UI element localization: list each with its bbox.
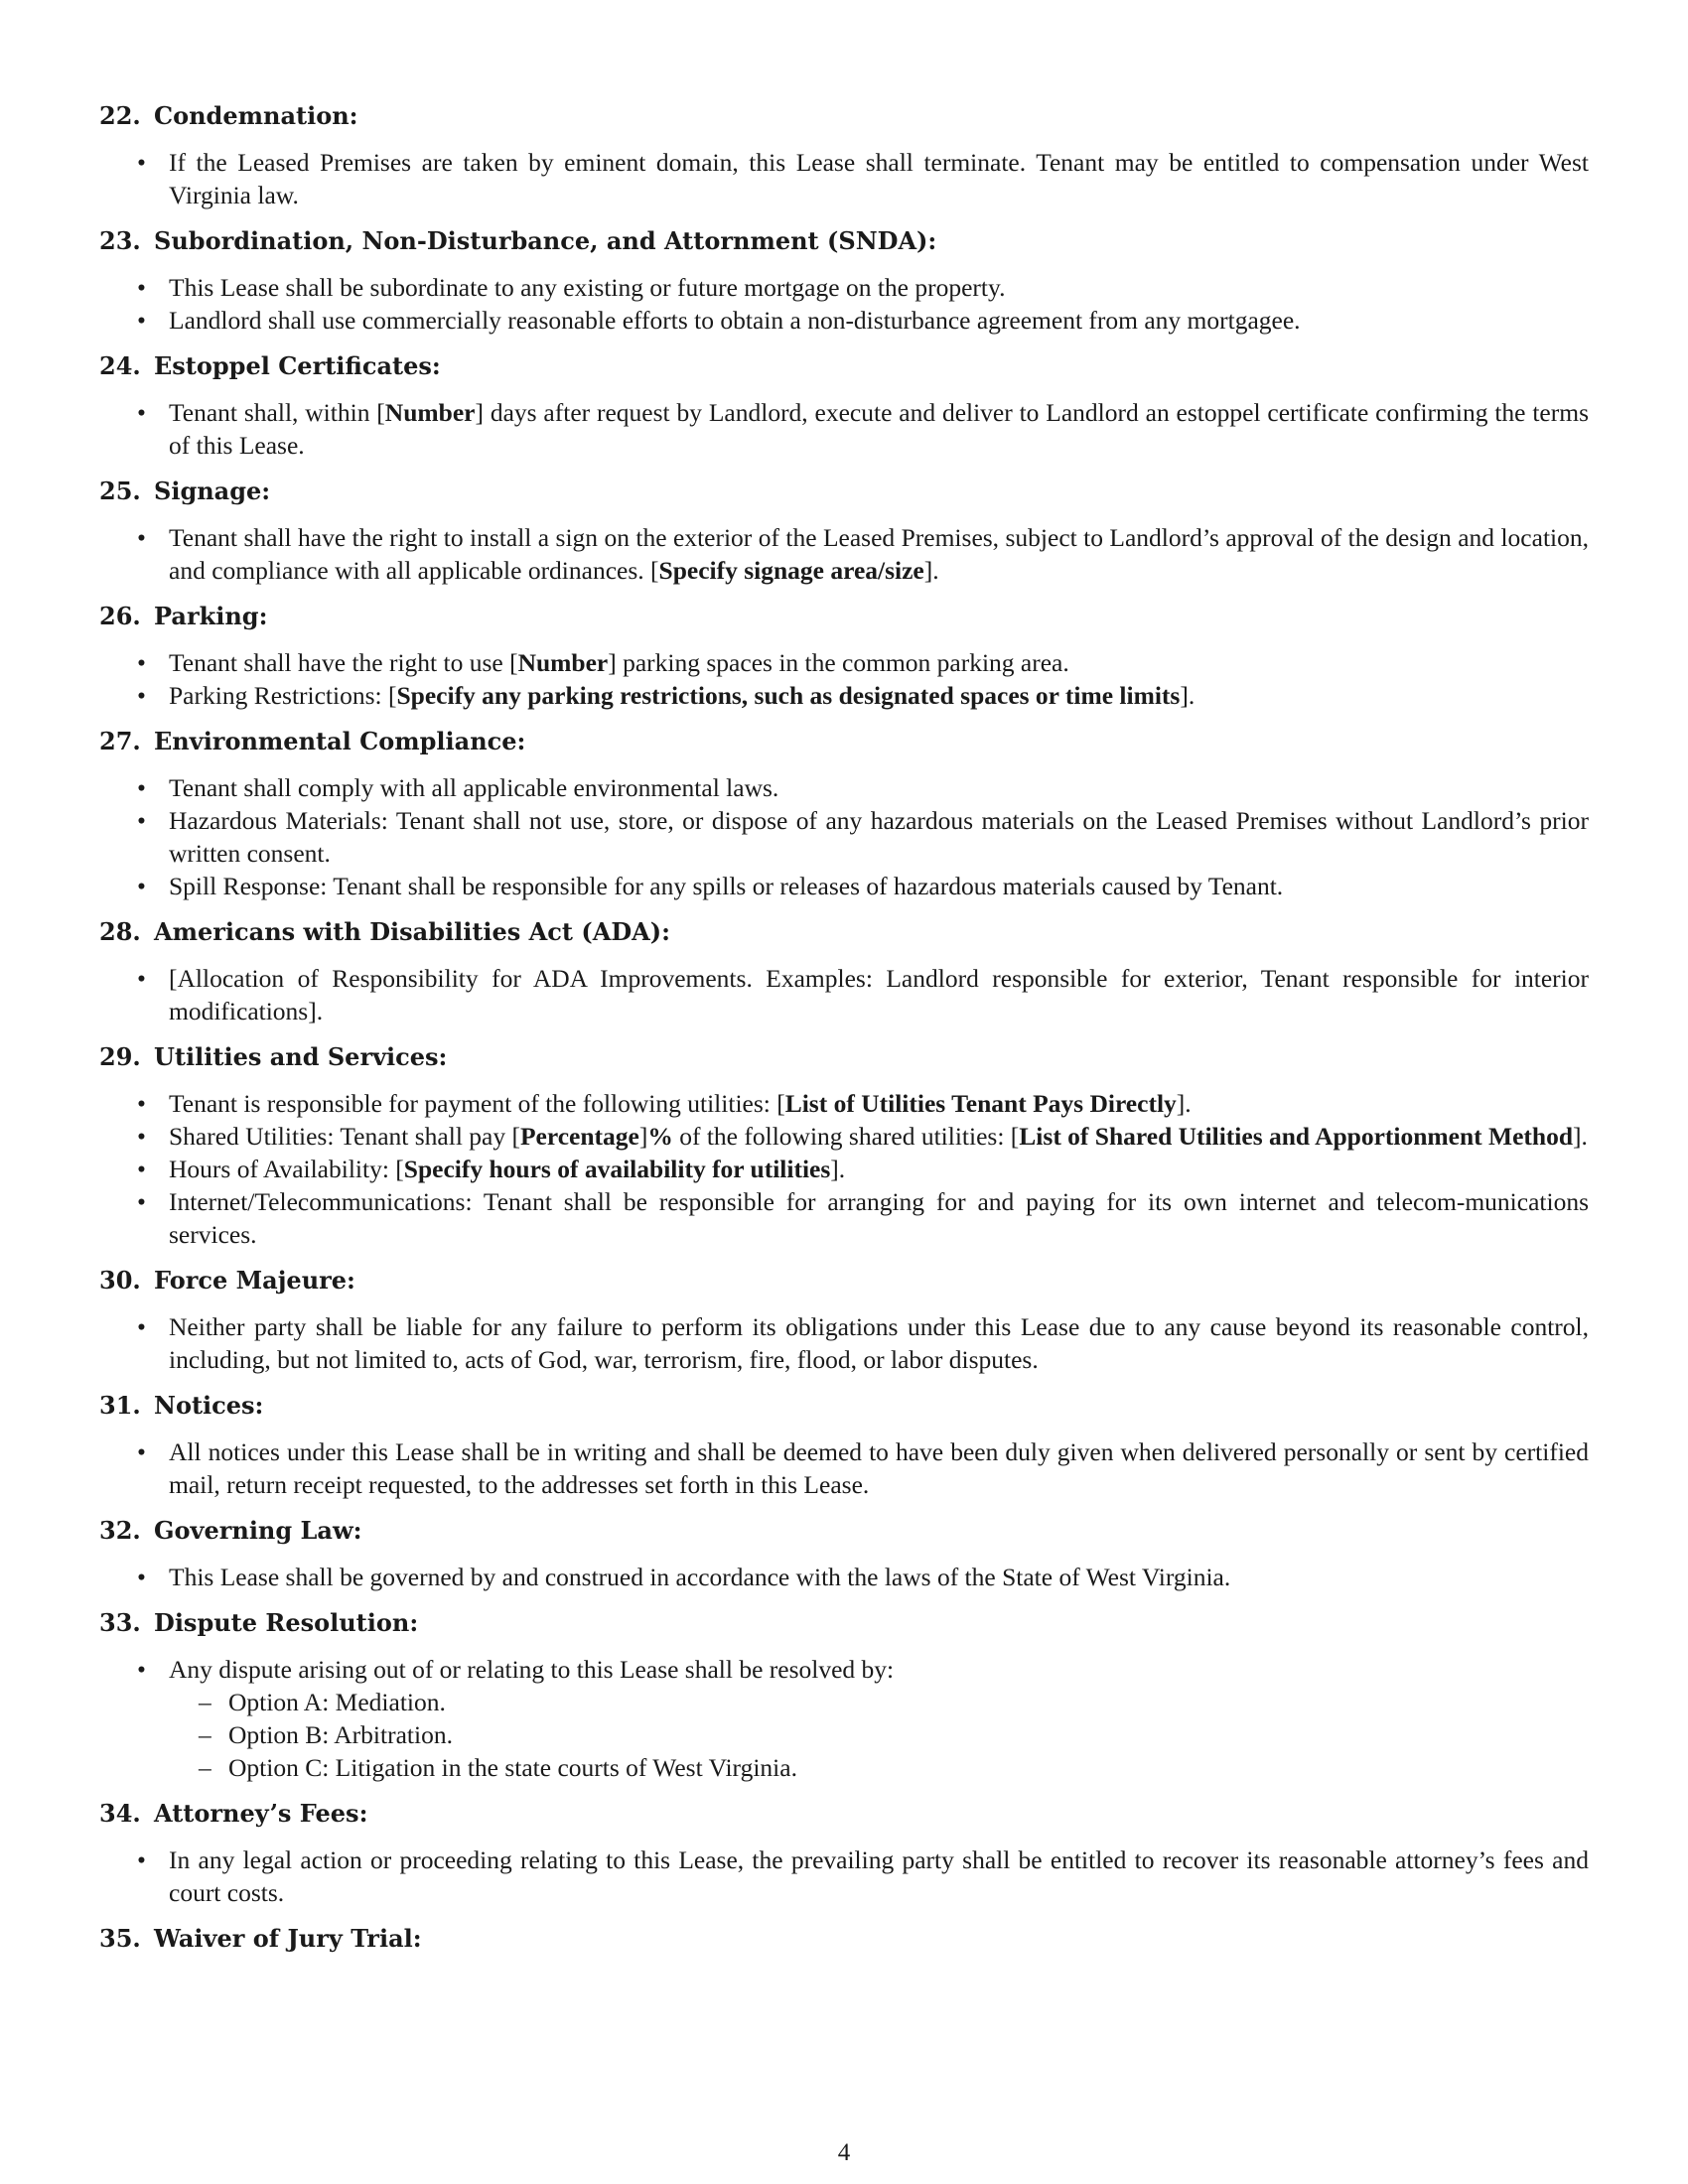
placeholder-text: Number [517, 648, 609, 677]
section-heading [99, 99, 1589, 132]
clause-text: Parking Restrictions: [ [169, 681, 397, 710]
list-item [99, 304, 1589, 337]
section-heading [99, 1514, 1589, 1547]
placeholder-text: Specify any parking restrictions, such as designated spaces or time limits [396, 681, 1181, 710]
clause-text: This Lease shall be subordinate to any existing or future mortgage on the property. [169, 273, 1006, 302]
list-item [99, 1087, 1589, 1120]
section-number: 27. [99, 727, 141, 755]
list-item [99, 771, 1589, 804]
section-number: 22. [99, 101, 141, 130]
section-title: Force Majeure: [154, 1266, 355, 1295]
section-number: 24. [99, 351, 141, 380]
placeholder-text: Number [384, 398, 476, 427]
section-number: 33. [99, 1608, 141, 1637]
clause-text: ]. [830, 1155, 846, 1183]
clause-text: of the following shared utilities: [ [672, 1122, 1020, 1151]
section-number: 29. [99, 1042, 141, 1071]
bullet-list [99, 521, 1589, 587]
section-number: 26. [99, 602, 141, 630]
section-28 [99, 915, 1589, 1027]
section-23 [99, 224, 1589, 337]
section-number: 30. [99, 1266, 141, 1295]
page-number: 4 [837, 2139, 851, 2166]
clause-text: In any legal action or proceeding relating to this Lease, the prevailing party shall be entitled to recover its reasonable attorney’s fees and court costs. [169, 1845, 1589, 1907]
clause-text: ]. [1176, 1089, 1192, 1118]
section-title: Waiver of Jury Trial: [154, 1924, 422, 1953]
list-item [99, 1561, 1589, 1593]
list-item [99, 1310, 1589, 1376]
list-item [99, 646, 1589, 679]
list-item [99, 1153, 1589, 1185]
section-22 [99, 99, 1589, 211]
section-number: 35. [99, 1924, 141, 1953]
clause-text: Hours of Availability: [ [169, 1155, 404, 1183]
section-33 [99, 1606, 1589, 1784]
sub-list-item: – Option A: Mediation. [169, 1686, 1589, 1718]
section-32 [99, 1514, 1589, 1593]
clause-text: If the Leased Premises are taken by eminent domain, this Lease shall terminate. Tenant may be entitled to compensation under West Virginia law. [169, 148, 1589, 209]
bullet-list [99, 646, 1589, 712]
bullet-list [99, 1435, 1589, 1501]
section-24 [99, 349, 1589, 462]
section-30 [99, 1264, 1589, 1376]
bullet-list [99, 271, 1589, 337]
clause-text: ]. [1180, 681, 1196, 710]
section-heading [99, 1389, 1589, 1422]
section-27 [99, 725, 1589, 902]
section-number: 23. [99, 226, 141, 255]
section-title: Notices: [154, 1391, 264, 1420]
section-heading [99, 475, 1589, 507]
section-26 [99, 600, 1589, 712]
document-body [99, 99, 1589, 1969]
section-heading [99, 1040, 1589, 1073]
list-item [99, 1843, 1589, 1909]
clause-text: Tenant shall have the right to use [ [169, 648, 518, 677]
clause-text: Tenant shall have the right to install a sign on the exterior of the Leased Premises, subject to Landlord’s approval of the design and location, and compliance with all applicable ordinances. [ [169, 523, 1589, 585]
section-number: 31. [99, 1391, 141, 1420]
list-item [99, 271, 1589, 304]
section-heading [99, 1264, 1589, 1297]
clause-text: Spill Response: Tenant shall be responsible for any spills or releases of hazardous materials caused by Tenant. [169, 872, 1284, 900]
placeholder-text: Specify hours of availability for utilities [403, 1155, 831, 1183]
sub-list-item: – Option C: Litigation in the state courts of West Virginia. [169, 1751, 1589, 1784]
list-item [99, 679, 1589, 712]
clause-text: Landlord shall use commercially reasonable efforts to obtain a non-disturbance agreement from any mortgagee. [169, 306, 1301, 335]
section-heading [99, 349, 1589, 382]
bullet-list [99, 1843, 1589, 1909]
section-34 [99, 1797, 1589, 1909]
section-heading [99, 224, 1589, 257]
clause-text: [Allocation of Responsibility for ADA Improvements. Examples: Landlord responsible for exterior, Tenant responsible for interior modifications]. [169, 964, 1589, 1025]
placeholder-text: Specify signage area/size [658, 556, 924, 585]
section-title: Signage: [154, 477, 271, 505]
clause-text: Tenant shall, within [ [169, 398, 385, 427]
section-35 [99, 1922, 1589, 1955]
section-heading [99, 1922, 1589, 1955]
section-heading [99, 915, 1589, 948]
section-25 [99, 475, 1589, 587]
clause-text: Shared Utilities: Tenant shall pay [ [169, 1122, 520, 1151]
bullet-list [99, 1087, 1589, 1251]
list-item [99, 962, 1589, 1027]
clause-text: ] parking spaces in the common parking area. [608, 648, 1069, 677]
clause-text: This Lease shall be governed by and construed in accordance with the laws of the State of West Virginia. [169, 1563, 1231, 1591]
placeholder-text: List of Utilities Tenant Pays Directly [784, 1089, 1177, 1118]
bullet-list [99, 1561, 1589, 1593]
section-title: Parking: [154, 602, 268, 630]
list-item [99, 146, 1589, 211]
section-title: Utilities and Services: [154, 1042, 448, 1071]
bullet-list [99, 962, 1589, 1027]
section-title: Dispute Resolution: [154, 1608, 419, 1637]
section-31 [99, 1389, 1589, 1501]
section-title: Americans with Disabilities Act (ADA): [154, 917, 670, 946]
bullet-list [99, 146, 1589, 211]
clause-text: Tenant is responsible for payment of the following utilities: [ [169, 1089, 785, 1118]
placeholder-text: List of Shared Utilities and Apportionment Method [1019, 1122, 1574, 1151]
clause-text: Hazardous Materials: Tenant shall not use, store, or dispose of any hazardous materials on the Leased Premises without Landlord’s prior written consent. [169, 806, 1589, 868]
section-heading [99, 725, 1589, 757]
sub-list [169, 1686, 1589, 1784]
section-title: Estoppel Certificates: [154, 351, 441, 380]
section-heading [99, 600, 1589, 632]
clause-text: Tenant shall comply with all applicable environmental laws. [169, 773, 779, 802]
section-title: Governing Law: [154, 1516, 362, 1545]
section-title: Attorney’s Fees: [154, 1799, 368, 1828]
clause-text: Neither party shall be liable for any failure to perform its obligations under this Lease due to any cause beyond its reasonable control, including, but not limited to, acts of God, war, terrorism, fire, flood, or labor disputes. [169, 1312, 1589, 1374]
section-title: Condemnation: [154, 101, 358, 130]
section-number: 25. [99, 477, 141, 505]
list-item [99, 521, 1589, 587]
list-item [99, 1120, 1589, 1153]
section-title: Environmental Compliance: [154, 727, 526, 755]
list-item [99, 396, 1589, 462]
clause-text: Any dispute arising out of or relating to this Lease shall be resolved by: [169, 1655, 895, 1684]
bullet-list [99, 771, 1589, 902]
sub-list-item: – Option B: Arbitration. [169, 1718, 1589, 1751]
list-item [99, 1435, 1589, 1501]
section-number: 34. [99, 1799, 141, 1828]
bullet-list [99, 1653, 1589, 1784]
clause-text: ] [638, 1122, 648, 1151]
clause-text: Internet/Telecommunications: Tenant shall be responsible for arranging for and paying for its own internet and telecom-munications services. [169, 1187, 1589, 1249]
section-heading [99, 1797, 1589, 1830]
section-heading [99, 1606, 1589, 1639]
bullet-list [99, 396, 1589, 462]
section-number: 28. [99, 917, 141, 946]
clause-text: ] days after request by Landlord, execute and deliver to Landlord an estoppel certificate confirming the terms of this Lease. [169, 398, 1589, 460]
section-number: 32. [99, 1516, 141, 1545]
list-item [99, 1185, 1589, 1251]
list-item [99, 870, 1589, 902]
clause-text: All notices under this Lease shall be in writing and shall be deemed to have been duly given when delivered personally or sent by certified mail, return receipt requested, to the addresses set forth in this Lease. [169, 1437, 1589, 1499]
placeholder-text: Percentage [519, 1122, 639, 1151]
section-title: Subordination, Non-Disturbance, and Attornment (SNDA): [154, 226, 937, 255]
bullet-list [99, 1310, 1589, 1376]
list-item [99, 1653, 1589, 1784]
clause-text: ]. [1573, 1122, 1588, 1151]
section-29 [99, 1040, 1589, 1251]
clause-text: ]. [923, 556, 939, 585]
placeholder-text: % [647, 1122, 673, 1151]
list-item [99, 804, 1589, 870]
